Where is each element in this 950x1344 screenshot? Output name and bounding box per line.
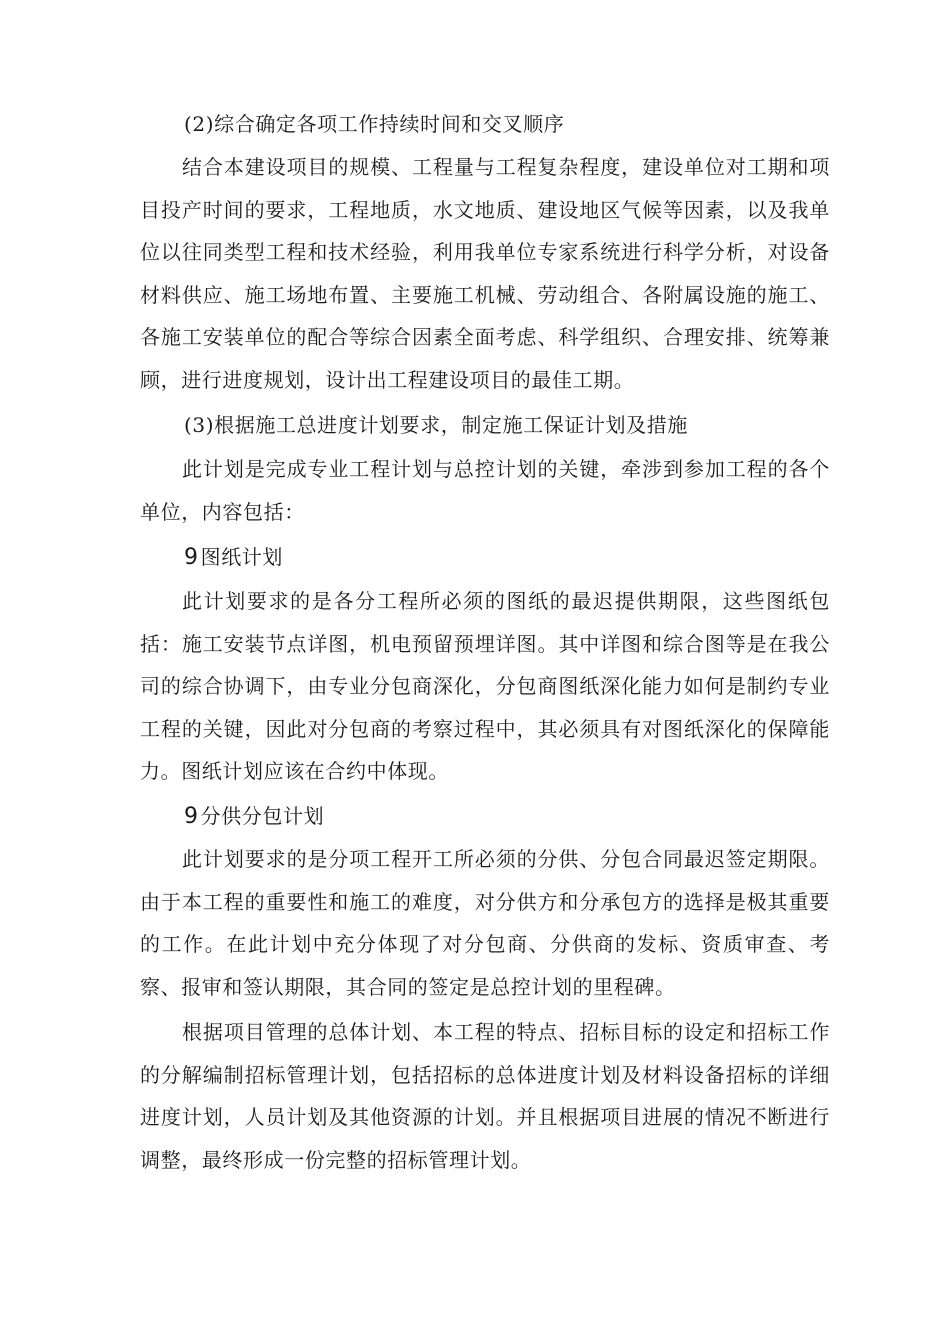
paragraph-drawing-plan: 此计划要求的是各分工程所必须的图纸的最迟提供期限，这些图纸包括：施工安装节点详图，机电预留预埋详图。其中详图和综合图等是在我公司的综合协调下，由专业分包商深化，分包商图纸深化能力如何是制约专业工程的关键，因此对分包商的考察过程中，其必须具有对图纸深化的保障能力。图纸计划应该在合约中体现。 [140, 589, 830, 783]
section-heading-3: (3)根据施工总进度计划要求，制定施工保证计划及措施 [184, 413, 688, 437]
bullet-heading-subcontract-plan [184, 795, 830, 839]
paragraph-tender-plan: 根据项目管理的总体计划、本工程的特点、招标目标的设定和招标工作的分解编制招标管理计划，包括招标的总体进度计划及材料设备招标的详细进度计划，人员计划及其他资源的计划。并且根据项目进展的情况不断进行调整，最终形成一份完整的招标管理计划。 [140, 1020, 830, 1172]
bullet-marker: 9 [184, 545, 199, 570]
bullet-title: 分供分包计划 [200, 804, 325, 828]
bullet-marker: 9 [184, 804, 199, 829]
bullet-heading-drawing-plan [184, 536, 830, 580]
section-heading-2: (2)综合确定各项工作持续时间和交叉顺序 [184, 112, 565, 136]
paragraph-plan-intro: 此计划是完成专业工程计划与总控计划的关键，牵涉到参加工程的各个单位，内容包括： [140, 457, 830, 524]
bullet-title: 图纸计划 [200, 545, 284, 569]
paragraph-subcontract-plan: 此计划要求的是分项工程开工所必须的分供、分包合同最迟签定期限。由于本工程的重要性和施工的难度，对分供方和分承包方的选择是极其重要的工作。在此计划中充分体现了对分包商、分供商的发标、资质审查、考察、报审和签认期限，其合同的签定是总控计划的里程碑。 [140, 847, 830, 999]
paragraph-schedule-planning: 结合本建设项目的规模、工程量与工程复杂程度，建设单位对工期和项目投产时间的要求，工程地质，水文地质、建设地区气候等因素，以及我单位以往同类型工程和技术经验，利用我单位专家系统进行科学分析，对设备材料供应、施工场地布置、主要施工机械、劳动组合、各附属设施的施工、各施工安装单位的配合等综合因素全面考虑、科学组织、合理安排、统筹兼顾，进行进度规划，设计出工程建设项目的最佳工期。 [140, 155, 830, 392]
